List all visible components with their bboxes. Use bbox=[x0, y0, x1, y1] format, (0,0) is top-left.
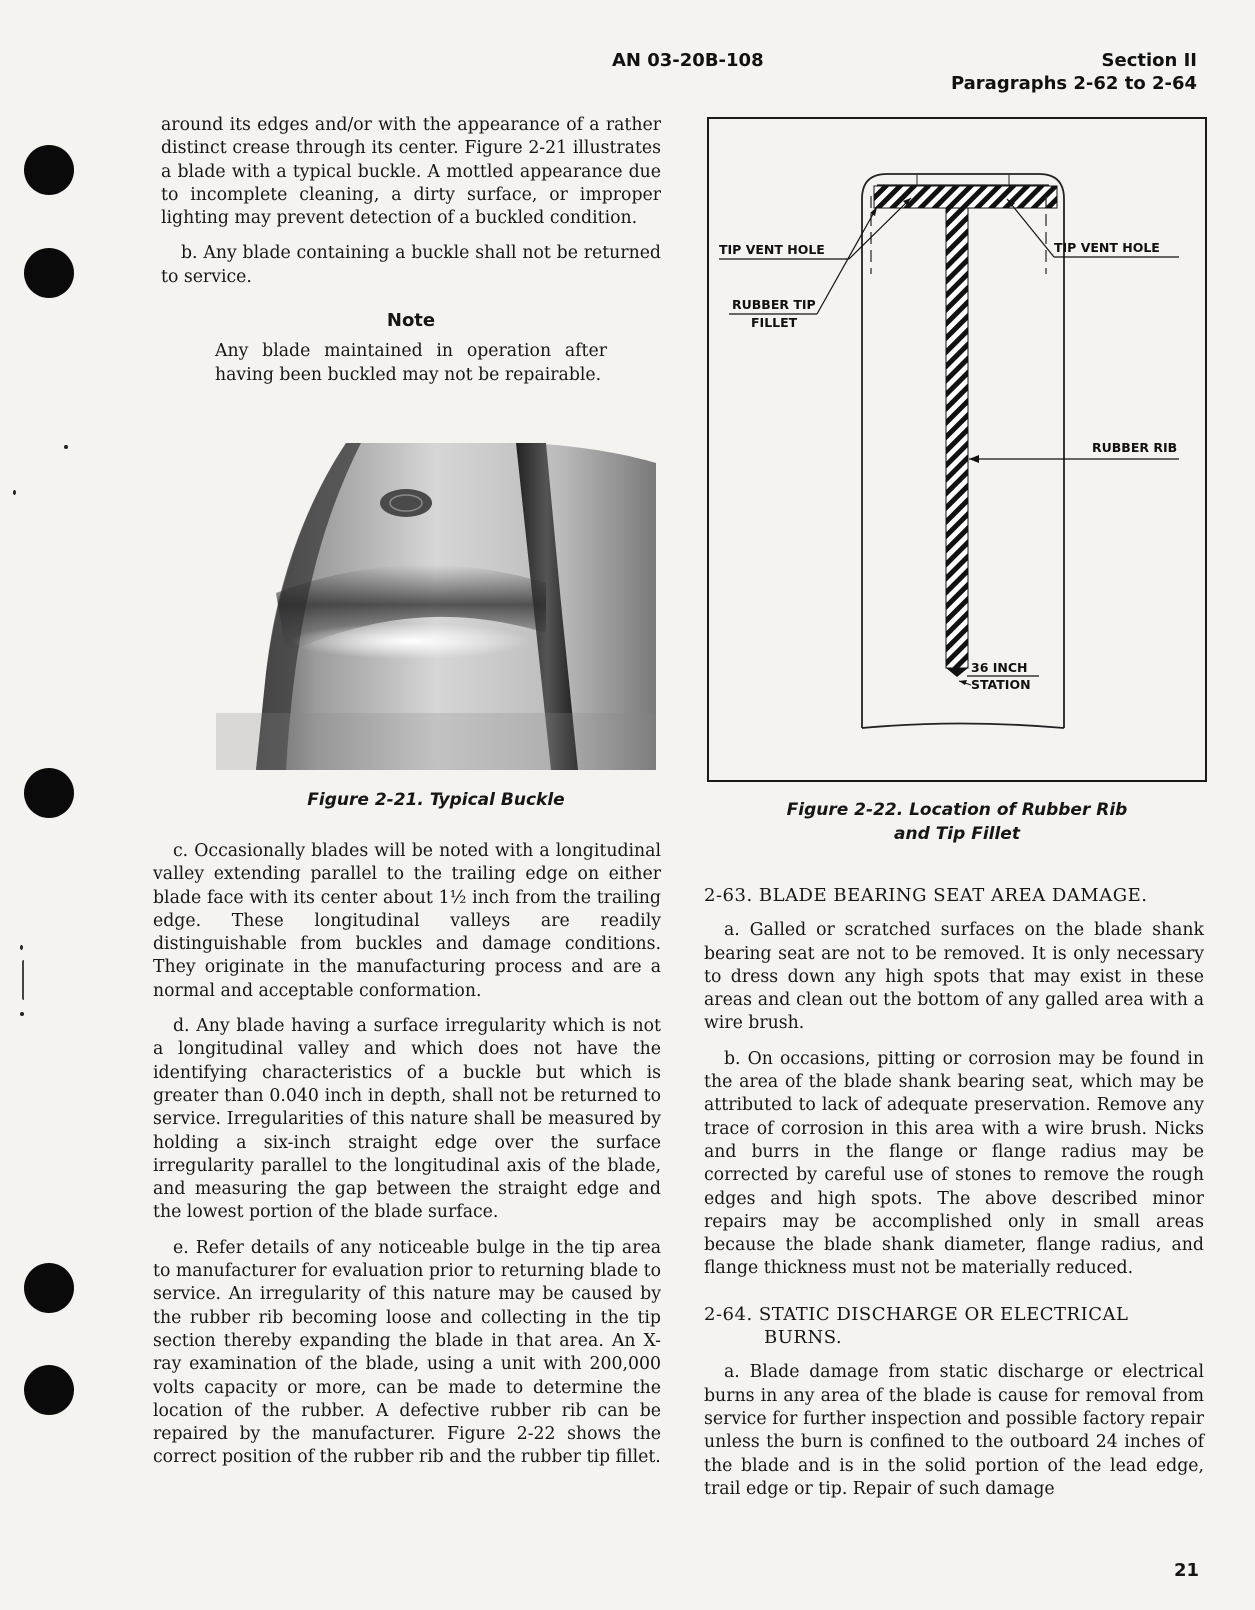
paragraph-2-63-b: b. On occasions, pitting or corrosion may be found in the area of the blade shank bearing seat, which may be attributed to lack of adequate preservation. Remove any trace of corrosion in this area with a wire brush. Nicks and burrs in the flange or flange radius may be corrected by careful use of stones to remove the rough edges and high spots. The above described minor repairs may be accomplished only in small areas because the blade shank diameter, flange radius, and flange thickness must not be materially reduced. bbox=[704, 1048, 1204, 1279]
tip-vent-hole-right-label: TIP VENT HOLE bbox=[1054, 240, 1160, 255]
left-column-bottom bbox=[153, 840, 661, 1482]
binder-hole bbox=[24, 248, 74, 298]
page-number: 21 bbox=[1173, 1560, 1199, 1581]
rubber-rib-label: RUBBER RIB bbox=[1092, 440, 1178, 455]
heading-2-64: 2-64. STATIC DISCHARGE OR ELECTRICAL BURNS. bbox=[704, 1303, 1129, 1349]
figure-2-22-diagram bbox=[707, 117, 1207, 782]
scan-mark bbox=[22, 960, 26, 1000]
station-label-2: STATION bbox=[971, 677, 1031, 692]
paragraph-2-62-d: d. Any blade having a surface irregularity which is not a longitudinal valley and which does not have the identifying characteristics of a buckle but which is greater than 0.040 inch in depth, shall not be returned to service. Irregularities of this nature shall be measured by holding a six-inch straight edge over the surface irregularity parallel to the longitudinal axis of the blade, and measuring the gap between the straight edge and the lowest portion of the blade surface. bbox=[153, 1016, 661, 1223]
figure-2-22-caption-line-1: Figure 2-22. Location of Rubber Rib bbox=[786, 800, 1128, 820]
scan-speck bbox=[20, 945, 23, 950]
figure-2-21-caption: Figure 2-21. Typical Buckle bbox=[307, 790, 565, 810]
buckle-photo bbox=[216, 443, 656, 770]
tip-vent-hole-left-label: TIP VENT HOLE bbox=[719, 242, 825, 257]
paragraph-2-64-a: a. Blade damage from static discharge or electrical burns in any area of the blade is cause for removal from service for further inspection and possible factory repair unless the burn is confined to the outboard 24 inches of the blade and is in the solid portion of the lead edge, trail edge or tip. Repair of such damage bbox=[704, 1362, 1204, 1499]
paragraph-range: Paragraphs 2-62 to 2-64 bbox=[950, 73, 1197, 94]
note-heading: Note bbox=[386, 310, 436, 332]
binder-hole bbox=[24, 145, 74, 195]
paragraph-2-62-b: b. Any blade containing a buckle shall not be returned to service. bbox=[161, 243, 661, 287]
paragraph-continued: around its edges and/or with the appearance of a rather distinct crease through its center. Figure 2-21 illustrates a blade with a typical buckle. A mottled appearance due to incomplete cleaning, a dirty surface, or improper lighting may prevent detection of a buckled condition. bbox=[161, 115, 661, 229]
right-column bbox=[704, 862, 1204, 1513]
figure-2-22-caption-line-2: and Tip Fillet bbox=[894, 824, 1020, 844]
note-body: Any blade maintained in operation after having been buckled may not be repairable. bbox=[215, 341, 607, 385]
paragraph-2-62-e: e. Refer details of any noticeable bulge in the tip area to manufacturer for evaluation prior to returning blade to service. An irregularity of this nature may be caused by the rubber rib becoming loose and collecting in the tip section thereby expanding the blade in that area. An X-ray examination of the blade, using a unit with 200,000 volts capacity or more, can be made to determine the location of the rubber. A defective rubber rib can be repaired by the manufacturer. Figure 2-22 shows the correct position of the rubber rib and the rubber tip fillet. bbox=[153, 1237, 661, 1468]
section-label: Section II bbox=[1101, 50, 1197, 71]
paragraph-2-62-c: c. Occasionally blades will be noted with a longitudinal valley extending parallel to the trailing edge on either blade face with its center about 1½ inch from the trailing edge. These longitudinal valleys are readily distinguishable from buckles and damage conditions. They originate in the manufacturing process and are a normal and acceptable conformation. bbox=[153, 841, 661, 1001]
left-column-top bbox=[161, 114, 661, 387]
rubber-tip-fillet-label-1: RUBBER TIP bbox=[732, 297, 816, 312]
scan-speck bbox=[20, 1012, 24, 1016]
station-label-1: 36 INCH bbox=[971, 660, 1028, 675]
heading-2-63: 2-63. BLADE BEARING SEAT AREA DAMAGE. bbox=[704, 885, 1148, 906]
binder-hole bbox=[24, 1263, 74, 1313]
scan-speck bbox=[64, 445, 68, 449]
binder-hole bbox=[24, 1365, 74, 1415]
scan-speck bbox=[13, 490, 16, 495]
rubber-tip-fillet-label-2: FILLET bbox=[751, 315, 798, 330]
binder-hole bbox=[24, 768, 74, 818]
paragraph-2-63-a: a. Galled or scratched surfaces on the blade shank bearing seat are not to be removed. It is only necessary to dress down any high spots that may exist in these areas and clean out the bottom of any galled area with a wire brush. bbox=[704, 920, 1204, 1034]
document-number: AN 03-20B-108 bbox=[612, 50, 764, 71]
